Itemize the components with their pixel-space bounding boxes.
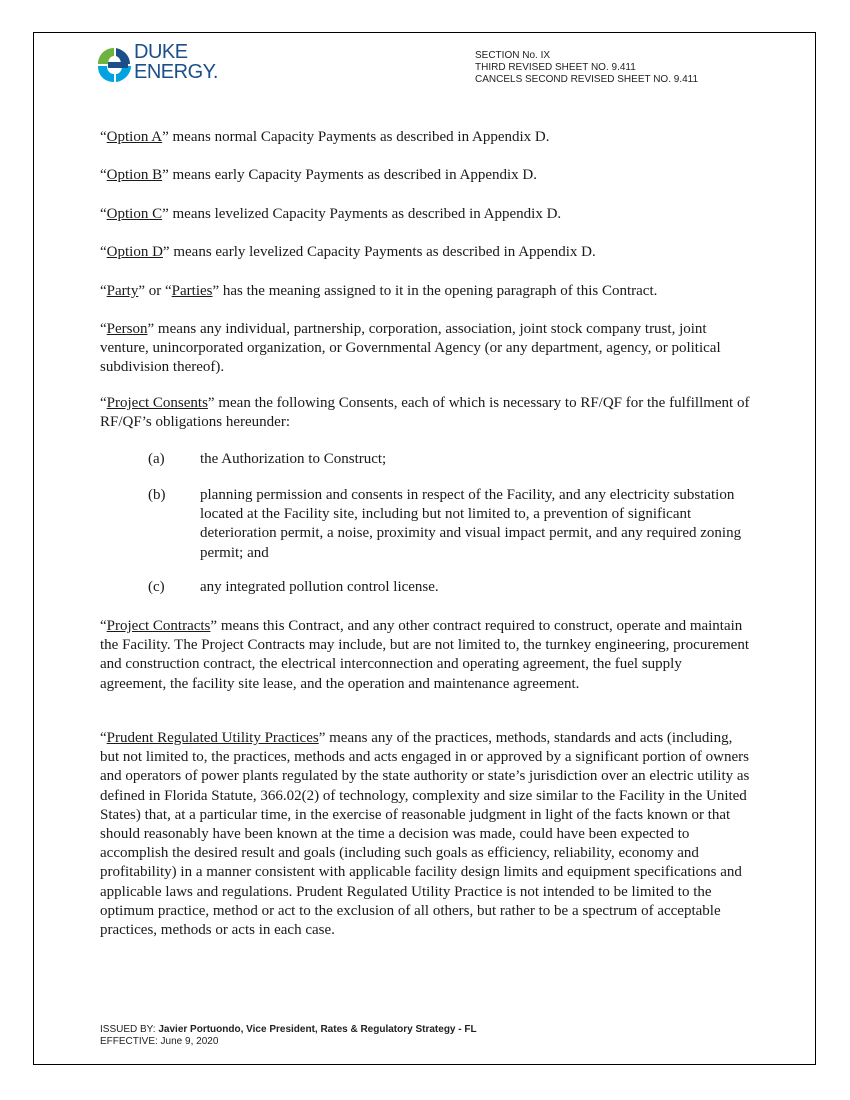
term-option-d: Option D bbox=[106, 244, 163, 260]
duke-energy-logo bbox=[94, 42, 244, 90]
term-option-b: Option B bbox=[106, 167, 163, 183]
term-option-c: Option C bbox=[106, 206, 163, 222]
term-person: Person bbox=[106, 321, 148, 337]
term-project-contracts: Project Contracts bbox=[106, 618, 211, 634]
sheet-info bbox=[475, 50, 698, 86]
definition-person: “Person” means any individual, partnership, corporation, association, joint stock company trust, joint venture, unincorporated organization, or Governmental Agency (or any department, agency, or political subdivision thereof). bbox=[100, 321, 721, 376]
term-project-consents: Project Consents bbox=[106, 395, 208, 411]
issued-by-label: ISSUED BY: bbox=[100, 1024, 159, 1035]
issued-by-line bbox=[100, 1024, 477, 1036]
term-parties: Parties bbox=[171, 283, 213, 299]
effective-date: EFFECTIVE: June 9, 2020 bbox=[100, 1036, 219, 1047]
definition-prudent-practices: “Prudent Regulated Utility Practices” means any of the practices, methods, standards and acts (including, but not limited to, the practices, methods and acts engaged in or approved by a significant portion of owners and operators of power plants regulated by the state authority or state’s jurisdiction over an electric utility as defined in Florida Statute, 366.02(2) of technology, complexity and size similar to the Facility in the United States) that, at a particular time, in the exercise of reasonable judgment in light of the facts known or that should reasonably have been known at the time a decision was made, could have been expected to accomplish the desired result and goals (including such goals as efficiency, reliability, economy and profitability) in a manner consistent with applicable facility design limits and equipment specifications and applicable laws and regulations. Prudent Regulated Utility Practice is not intended to be limited to the optimum practice, method or act to the exclusion of all others, but rather to be a spectrum of acceptable practices, methods or acts in each case. bbox=[100, 730, 750, 939]
term-party: Party bbox=[106, 283, 139, 299]
duke-energy-logo-mark-icon bbox=[94, 44, 136, 86]
definition-option-c: “Option C” means levelized Capacity Payments as described in Appendix D. bbox=[100, 206, 562, 222]
item-label: (a) bbox=[148, 451, 165, 467]
footer bbox=[100, 1024, 477, 1048]
item-text: planning permission and consents in respect of the Facility, and any electricity substation located at the Facility site, including but not limited to, a prevention of significant deterioration permit, a noise, proximity and visual impact permit, and any required zoning permit; and bbox=[200, 487, 742, 561]
item-text: the Authorization to Construct; bbox=[200, 451, 387, 467]
definition-project-contracts: “Project Contracts” means this Contract, and any other contract required to construct, operate and maintain the Facility. The Project Contracts may include, but are not limited to, the turnkey engineering, procurement and construction contract, the electrical interconnection and operating agreement, the fuel supply agreement, the facility site lease, and the operation and maintenance agreement. bbox=[100, 618, 749, 692]
sheet-number: THIRD REVISED SHEET NO. 9.411 bbox=[475, 62, 636, 73]
issued-by-name: Javier Portuondo, Vice President, Rates & Regulatory Strategy - FL bbox=[158, 1024, 477, 1035]
logo-line-energy: ENERGY. bbox=[134, 61, 218, 83]
definition-option-b: “Option B” means early Capacity Payments as described in Appendix D. bbox=[100, 167, 538, 183]
item-label: (b) bbox=[148, 487, 166, 503]
cancels-sheet: CANCELS SECOND REVISED SHEET NO. 9.411 bbox=[475, 74, 699, 85]
section-number: SECTION No. IX bbox=[475, 50, 551, 61]
item-text: any integrated pollution control license. bbox=[200, 579, 439, 595]
term-option-a: Option A bbox=[106, 129, 163, 145]
definition-option-a: “Option A” means normal Capacity Payments as described in Appendix D. bbox=[100, 129, 550, 145]
definition-party: “Party” or “Parties” has the meaning assigned to it in the opening paragraph of this Contract. bbox=[100, 283, 658, 299]
logo-line-duke: DUKE bbox=[134, 41, 188, 63]
definition-project-consents: “Project Consents” mean the following Consents, each of which is necessary to RF/QF for the fulfillment of RF/QF’s obligations hereunder: bbox=[100, 395, 750, 431]
term-prudent-practices: Prudent Regulated Utility Practices bbox=[106, 730, 319, 746]
logo-wordmark bbox=[134, 42, 218, 82]
item-label: (c) bbox=[148, 579, 165, 595]
definition-option-d: “Option D” means early levelized Capacity Payments as described in Appendix D. bbox=[100, 244, 596, 260]
